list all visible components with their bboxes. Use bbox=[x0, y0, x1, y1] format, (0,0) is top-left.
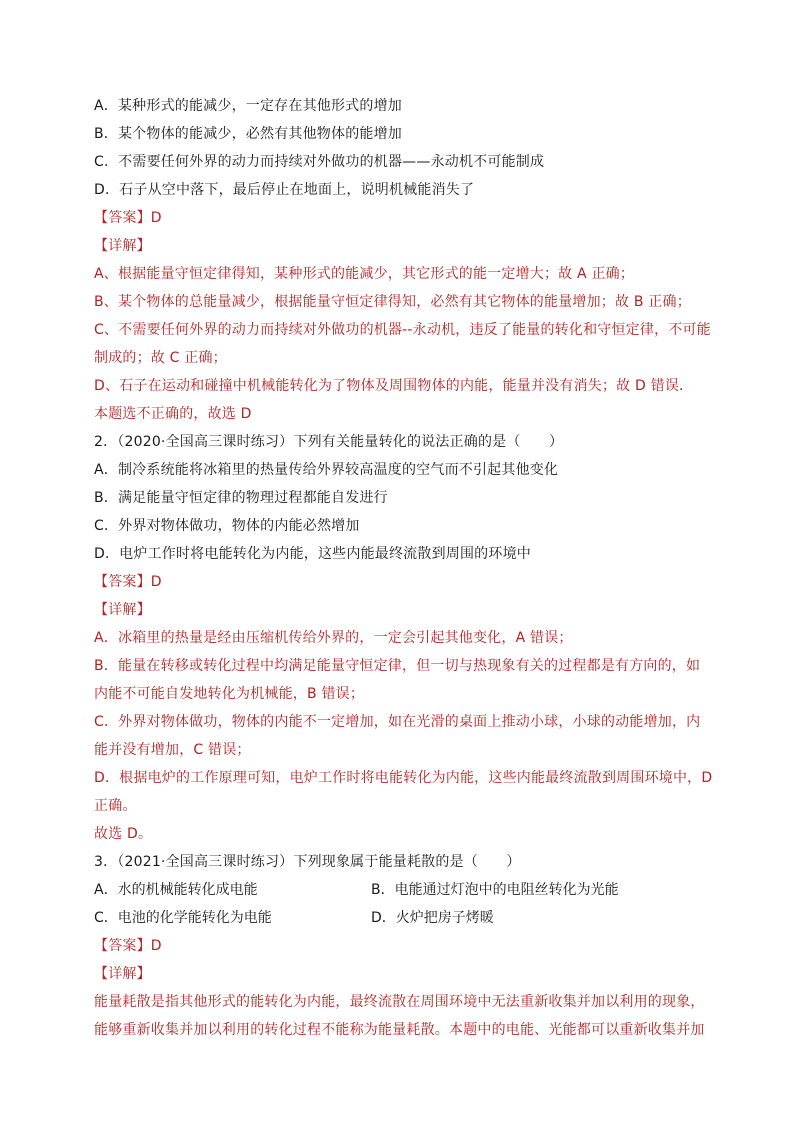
q1-detail-line: 制成的；故 C 正确； bbox=[94, 350, 227, 366]
q3-stem: 3．（2021·全国高三课时练习）下列现象属于能量耗散的是（ ） bbox=[94, 854, 521, 870]
q3-option-d: D．火炉把房子烤暖 bbox=[371, 910, 494, 926]
q1-detail-line: C、不需要任何外界的动力而持续对外做功的机器--永动机，违反了能量的转化和守恒定律，不可能 bbox=[94, 322, 711, 338]
q1-detail-line: A、根据能量守恒定律得知，某种形式的能减少，其它形式的能一定增大；故 A 正确； bbox=[94, 266, 635, 282]
q2-detail-line: 正确。 bbox=[94, 798, 137, 814]
q2-stem: 2．（2020·全国高三课时练习）下列有关能量转化的说法正确的是（ ） bbox=[94, 434, 564, 450]
q2-option-b: B．满足能量守恒定律的物理过程都能自发进行 bbox=[94, 490, 388, 506]
q2-detail-line: 故选 D。 bbox=[94, 826, 153, 842]
q3-detail-line: 能量耗散是指其他形式的能转化为内能，最终流散在周围环境中无法重新收集并加以利用的现象， bbox=[94, 994, 705, 1010]
q1-option-d: D．石子从空中落下，最后停止在地面上，说明机械能消失了 bbox=[94, 182, 475, 198]
q1-detail-line: 本题选不正确的，故选 D bbox=[94, 406, 252, 422]
q3-options-row-1 bbox=[94, 876, 704, 904]
q2-detail-line: 内能不可能自发地转化为机械能，B 错误； bbox=[94, 686, 365, 702]
q2-option-a: A．制冷系统能将冰箱里的热量传给外界较高温度的空气而不引起其他变化 bbox=[94, 462, 559, 478]
q3-option-a: A．水的机械能转化成电能 bbox=[94, 882, 258, 898]
q1-option-b: B．某个物体的能减少，必然有其他物体的能增加 bbox=[94, 126, 403, 142]
q2-detail-label: 【详解】 bbox=[94, 602, 151, 618]
q1-option-c: C．不需要任何外界的动力而持续对外做功的机器——永动机不可能制成 bbox=[94, 154, 545, 170]
q3-detail-line: 能够重新收集并加以利用的转化过程不能称为能量耗散。本题中的电能、光能都可以重新收集并加 bbox=[94, 1022, 705, 1038]
q3-answer: 【答案】D bbox=[94, 938, 162, 954]
q2-option-c: C．外界对物体做功，物体的内能必然增加 bbox=[94, 518, 360, 534]
q2-option-d: D．电炉工作时将电能转化为内能，这些内能最终流散到周围的环境中 bbox=[94, 546, 531, 562]
document-page bbox=[94, 92, 713, 1044]
q3-option-b: B．电能通过灯泡中的电阻丝转化为光能 bbox=[371, 882, 619, 898]
q2-detail-line: D．根据电炉的工作原理可知，电炉工作时将电能转化为内能，这些内能最终流散到周围环境中，D bbox=[94, 770, 713, 786]
q2-detail-line: A．冰箱里的热量是经由压缩机传给外界的，一定会引起其他变化，A 错误； bbox=[94, 630, 573, 646]
q2-answer: 【答案】D bbox=[94, 574, 162, 590]
q1-detail-line: B、某个物体的总能量减少，根据能量守恒定律得知，必然有其它物体的能量增加；故 B 正确； bbox=[94, 294, 691, 310]
q1-detail-line: D、石子在运动和碰撞中机械能转化为了物体及周围物体的内能，能量并没有消失；故 D 错误． bbox=[94, 378, 694, 394]
q1-detail-label: 【详解】 bbox=[94, 238, 151, 254]
q2-detail-line: C．外界对物体做功，物体的内能不一定增加，如在光滑的桌面上推动小球，小球的动能增加，内 bbox=[94, 714, 701, 730]
q2-detail-line: B．能量在转移或转化过程中均满足能量守恒定律，但一切与热现象有关的过程都是有方向的，如 bbox=[94, 658, 701, 674]
q1-option-a: A．某种形式的能减少，一定存在其他形式的增加 bbox=[94, 98, 402, 114]
q3-options-row-2 bbox=[94, 904, 704, 932]
q3-detail-label: 【详解】 bbox=[94, 966, 151, 982]
q3-option-c: C．电池的化学能转化为电能 bbox=[94, 910, 272, 926]
q2-detail-line: 能并没有增加，C 错误； bbox=[94, 742, 251, 758]
q1-answer: 【答案】D bbox=[94, 210, 162, 226]
